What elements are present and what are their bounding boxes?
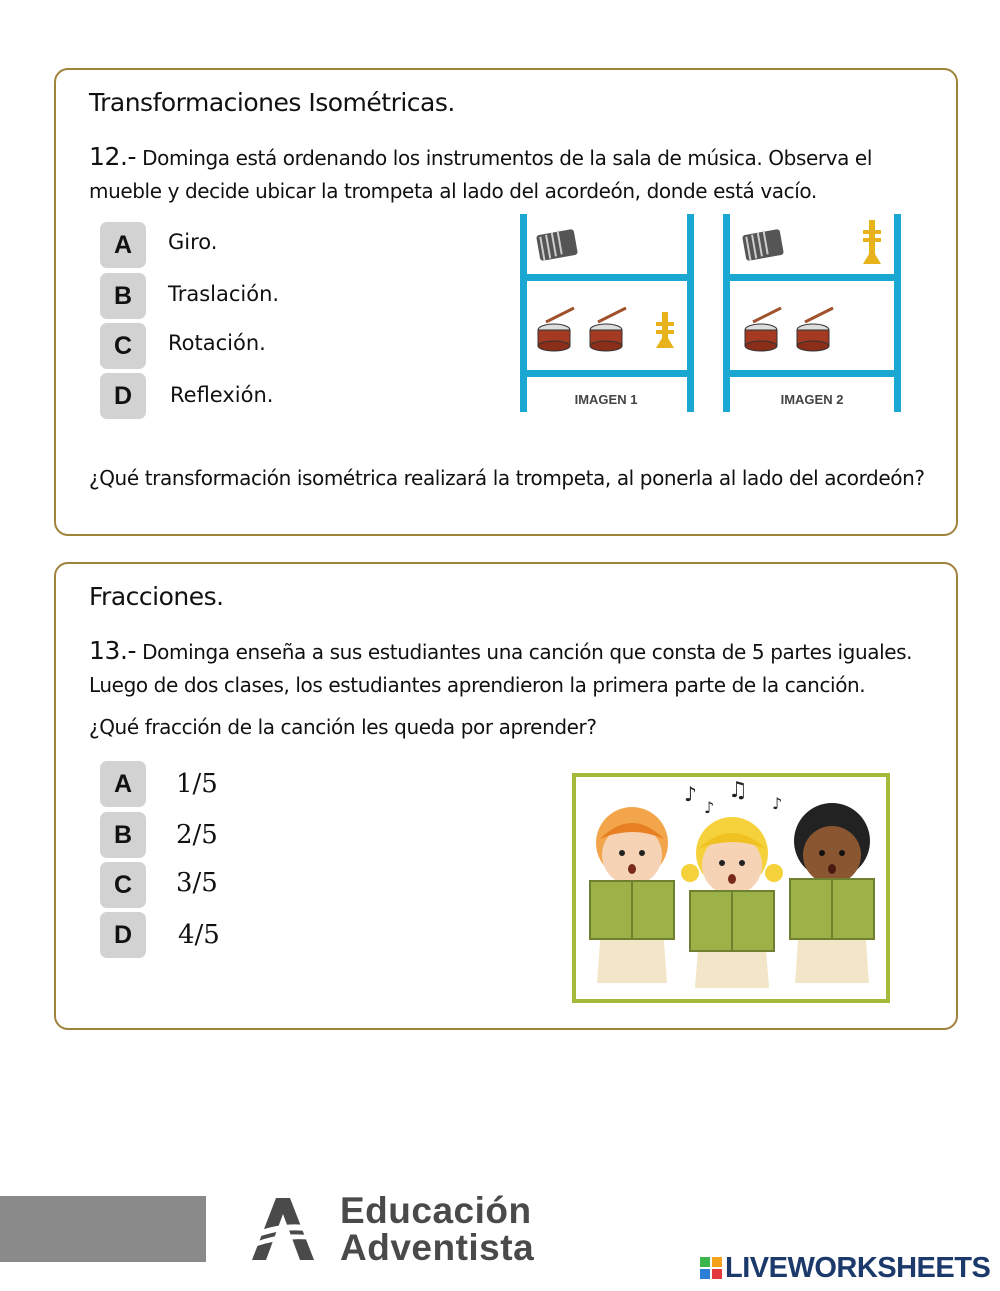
option-c-text: 3/5 <box>176 868 218 898</box>
svg-text:♪: ♪ <box>684 782 697 806</box>
question-number: 13.- <box>89 636 137 665</box>
question-text <box>89 140 872 208</box>
question-line-1: Dominga enseña a sus estudiantes una canción que consta de 5 partes iguales. <box>136 640 913 664</box>
shelf-image-2 <box>723 214 901 412</box>
question-12-card <box>54 68 958 536</box>
liveworksheets-icon <box>700 1257 722 1279</box>
question-number: 12.- <box>89 142 137 171</box>
question-line-1: Dominga está ordenando los instrumentos de la sala de música. Observa el <box>136 146 872 170</box>
liveworksheets-text: LIVEWORKSHEETS <box>725 1252 991 1284</box>
option-d-text: 4/5 <box>178 920 220 950</box>
child-icon <box>790 803 874 983</box>
question-line-2: mueble y decide ubicar la trompeta al lado del acordeón, donde está vacío. <box>89 179 817 203</box>
question-line-2: Luego de dos clases, los estudiantes aprendieron la primera parte de la canción. <box>89 673 866 697</box>
option-b-text: 2/5 <box>176 820 218 850</box>
option-b-button[interactable]: B <box>100 273 146 319</box>
child-icon <box>590 807 674 983</box>
option-a-text: 1/5 <box>176 769 218 799</box>
accordion-icon <box>536 229 578 261</box>
liveworksheets-logo <box>700 1252 990 1285</box>
section-title: Transformaciones Isométricas. <box>89 88 455 117</box>
question-13-card <box>54 562 958 1030</box>
option-b-text: Traslación. <box>168 282 280 306</box>
accordion-icon <box>742 229 784 261</box>
educacion-adventista-logo-icon <box>244 1196 316 1262</box>
brand-line-1: Educación <box>340 1190 532 1231</box>
option-d-text: Reflexión. <box>170 383 274 407</box>
question-prompt: ¿Qué fracción de la canción les queda por aprender? <box>89 715 597 739</box>
drum-icon <box>797 308 833 351</box>
brand-line-2: Adventista <box>340 1227 535 1268</box>
drum-icon <box>745 308 781 351</box>
option-b-button[interactable]: B <box>100 812 146 858</box>
shelf-image-1 <box>520 214 694 412</box>
drum-icon <box>590 308 626 351</box>
svg-text:♪: ♪ <box>772 794 783 813</box>
image-2-label: IMAGEN 2 <box>780 392 844 407</box>
option-c-text: Rotación. <box>168 331 266 355</box>
choir-children-picture <box>572 773 890 1003</box>
image-1-label: IMAGEN 1 <box>574 392 638 407</box>
option-c-button[interactable]: C <box>100 862 146 908</box>
option-d-button[interactable]: D <box>100 373 146 419</box>
question-text <box>89 634 912 702</box>
question-prompt: ¿Qué transformación isométrica realizará la trompeta, al ponerla al lado del acordeón? <box>89 466 925 490</box>
option-a-button[interactable]: A <box>100 761 146 807</box>
footer-gray-bar <box>0 1196 206 1262</box>
option-a-button[interactable]: A <box>100 222 146 268</box>
drum-icon <box>538 308 574 351</box>
trumpet-icon <box>863 220 881 264</box>
option-c-button[interactable]: C <box>100 323 146 369</box>
option-a-text: Giro. <box>168 230 218 254</box>
svg-text:♪: ♪ <box>704 798 715 817</box>
svg-text:♫: ♫ <box>728 778 748 803</box>
shelves-illustration <box>516 212 906 414</box>
section-title: Fracciones. <box>89 582 224 611</box>
option-d-button[interactable]: D <box>100 912 146 958</box>
trumpet-icon <box>656 312 674 348</box>
